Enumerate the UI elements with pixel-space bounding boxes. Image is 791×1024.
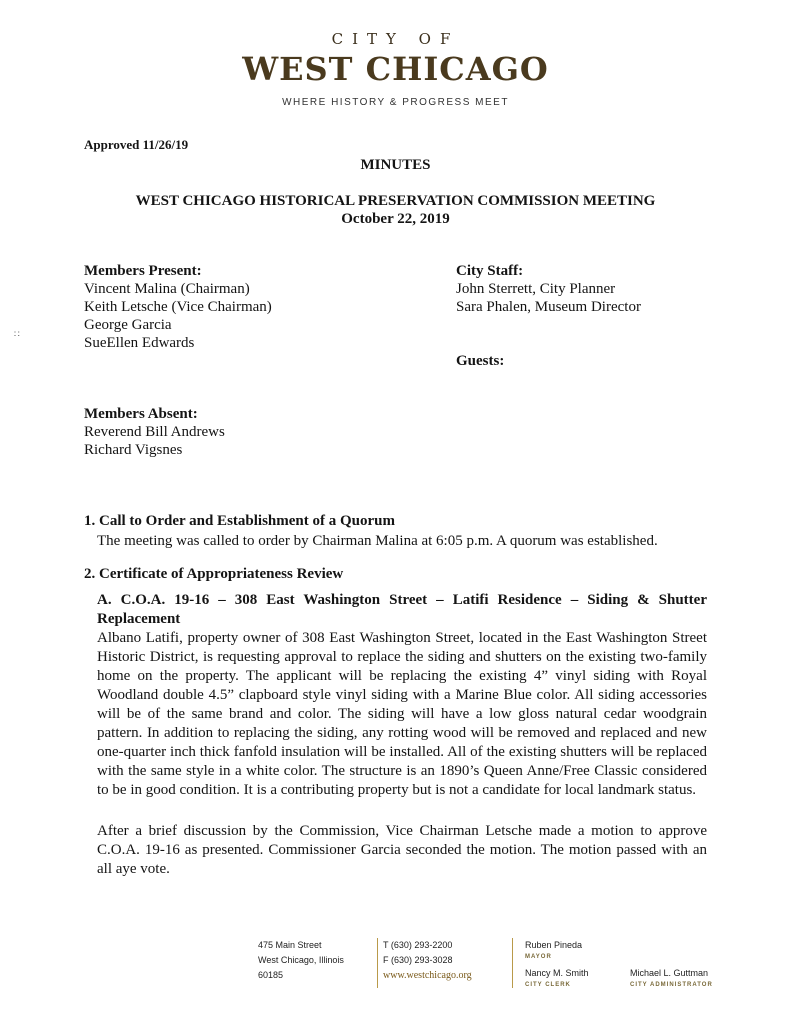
- letterhead-city-of: CITY OF: [331, 30, 460, 48]
- address-line: 60185: [258, 970, 284, 980]
- footer-mayor: [525, 938, 582, 961]
- clerk-role: CITY CLERK: [525, 982, 571, 988]
- members-present: [84, 262, 272, 352]
- footer-contact: [383, 938, 472, 983]
- city-staff-label: City Staff:: [456, 263, 524, 279]
- absent-name: Richard Vigsnes: [84, 442, 183, 458]
- minutes-title: MINUTES: [360, 157, 431, 173]
- coa-item-title: A. C.O.A. 19-16 – 308 East Washington Street – Latifi Residence – Siding & Shutter Replacement: [97, 592, 707, 627]
- absent-name: Reverend Bill Andrews: [84, 424, 225, 440]
- margin-mark: ∷: [14, 329, 20, 339]
- phone-number: T (630) 293-2200: [383, 940, 453, 950]
- staff-name: John Sterrett, City Planner: [456, 281, 616, 297]
- administrator-name: Michael L. Guttman: [630, 968, 709, 978]
- member-name: George Garcia: [84, 317, 172, 333]
- section1-text: The meeting was called to order by Chairman Malina at 6:05 p.m. A quorum was established.: [97, 533, 658, 549]
- member-name: SueEllen Edwards: [84, 335, 195, 351]
- member-name: Vincent Malina (Chairman): [84, 281, 250, 297]
- members-absent: [84, 405, 225, 459]
- letterhead-city-name: WEST CHICAGO: [242, 50, 549, 88]
- guests-label: Guests:: [456, 353, 505, 369]
- fax-number: F (630) 293-3028: [383, 955, 453, 965]
- letterhead-tagline: WHERE HISTORY & PROGRESS MEET: [282, 97, 509, 108]
- website-link[interactable]: www.westchicago.org: [383, 970, 472, 981]
- staff-name: Sara Phalen, Museum Director: [456, 299, 641, 315]
- footer-address: [258, 938, 344, 983]
- footer-divider: [512, 938, 513, 988]
- city-staff: [456, 262, 641, 316]
- address-line: West Chicago, Illinois: [258, 955, 344, 965]
- clerk-name: Nancy M. Smith: [525, 968, 589, 978]
- meeting-title: WEST CHICAGO HISTORICAL PRESERVATION COMMISSION MEETING: [135, 193, 656, 209]
- member-name: Keith Letsche (Vice Chairman): [84, 299, 272, 315]
- address-line: 475 Main Street: [258, 940, 322, 950]
- approved-date: Approved 11/26/19: [84, 137, 189, 152]
- mayor-name: Ruben Pineda: [525, 940, 583, 950]
- coa-motion: After a brief discussion by the Commission, Vice Chairman Letsche made a motion to approve C.O.A. 19-16 as presented. Commissioner Garcia seconded the motion. The motion passed with an all aye vote.: [97, 823, 707, 877]
- meeting-date: October 22, 2019: [341, 211, 450, 227]
- footer-clerk: [525, 966, 589, 989]
- members-present-label: Members Present:: [84, 263, 202, 279]
- coa-description: Albano Latifi, property owner of 308 East Washington Street, located in the East Washington Street Historic District, is requesting approval to replace the siding and shutters on the existing two-family home on the property. The applicant will be replacing the existing 4” vinyl siding with Royal Woodland double 4.5” clapboard style vinyl siding with a Marine Blue color. All siding accessories will be of the same brand and color. The siding will have a low gloss natural cedar woodgrain pattern. In addition to replacing the siding, any rotting wood will be removed and replaced and new one-quarter inch thick fanfold insulation will be installed. All of the existing shutters will be replaced with the same style in a white color. The structure is an 1890’s Queen Anne/Free Classic considered to be in good condition. It is a contributing property but is not a candidate for local landmark status.: [97, 630, 707, 798]
- mayor-role: MAYOR: [525, 954, 552, 960]
- section2-title: 2. Certificate of Appropriateness Review: [84, 566, 344, 582]
- footer-administrator: [630, 966, 713, 989]
- section1-title: 1. Call to Order and Establishment of a Quorum: [84, 513, 395, 529]
- administrator-role: CITY ADMINISTRATOR: [630, 982, 713, 988]
- footer-divider: [377, 938, 378, 988]
- members-absent-label: Members Absent:: [84, 406, 198, 422]
